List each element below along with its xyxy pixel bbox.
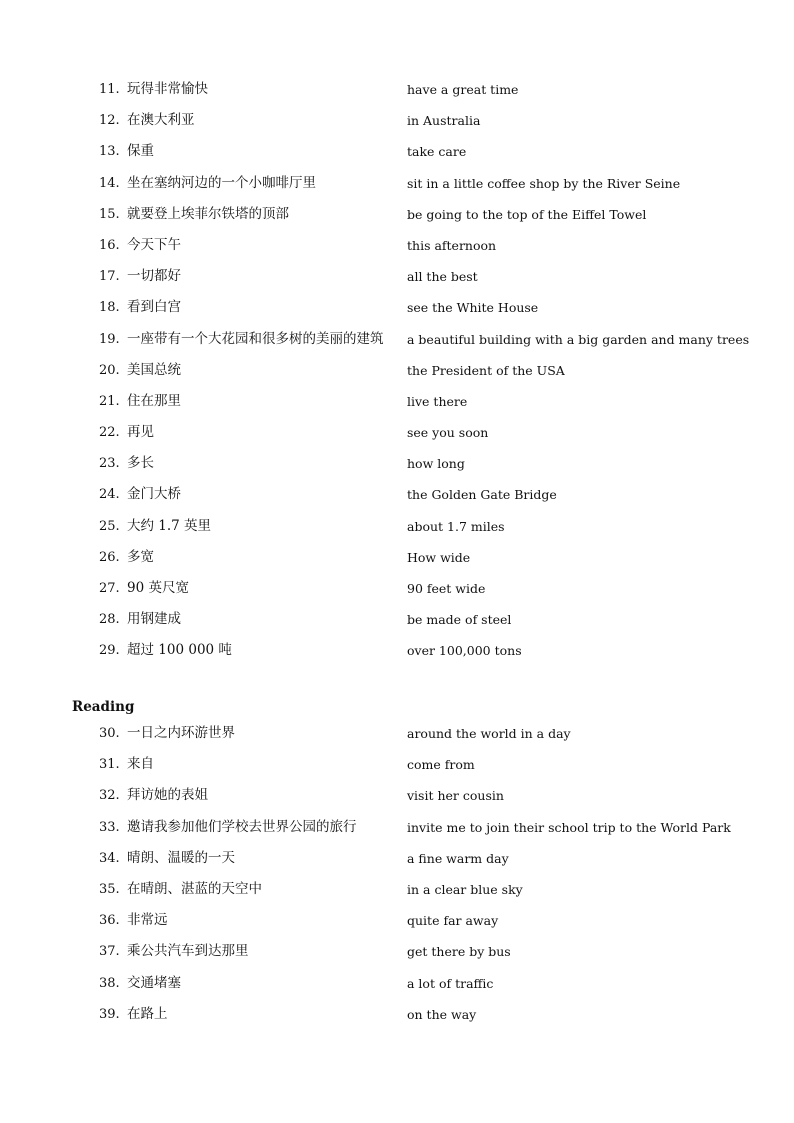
english-phrase: in Australia bbox=[407, 113, 481, 129]
vocab-row bbox=[0, 199, 794, 230]
english-phrase: How wide bbox=[407, 549, 471, 565]
vocab-row bbox=[0, 968, 794, 999]
item-number: 37. bbox=[99, 944, 120, 960]
english-phrase: on the way bbox=[407, 1006, 477, 1022]
item-number: 16. bbox=[99, 237, 120, 253]
chinese-phrase: 美国总统 bbox=[127, 361, 181, 378]
english-phrase: a beautiful building with a big garden and many trees bbox=[407, 331, 750, 347]
vocab-row bbox=[0, 635, 794, 666]
chinese-phrase: 一日之内环游世界 bbox=[127, 725, 235, 741]
item-number: 39. bbox=[99, 1006, 120, 1022]
chinese-phrase: 就要登上埃菲尔铁塔的顶部 bbox=[127, 205, 289, 222]
english-phrase: the Golden Gate Bridge bbox=[407, 487, 557, 503]
item-number: 34. bbox=[99, 850, 120, 866]
english-phrase: over 100,000 tons bbox=[407, 643, 522, 659]
chinese-phrase: 再见 bbox=[127, 424, 154, 441]
chinese-phrase: 今天下午 bbox=[127, 236, 181, 253]
chinese-phrase: 保重 bbox=[127, 143, 154, 160]
item-number: 20. bbox=[99, 362, 120, 378]
chinese-phrase: 玩得非常愉快 bbox=[127, 81, 208, 97]
item-number: 30. bbox=[99, 726, 120, 741]
vocab-row bbox=[0, 999, 794, 1030]
vocab-row bbox=[0, 230, 794, 261]
chinese-phrase: 超过 100 000 吨 bbox=[127, 642, 232, 659]
vocab-row bbox=[0, 936, 794, 967]
item-number: 15. bbox=[99, 206, 120, 222]
vocab-row bbox=[0, 542, 794, 573]
item-number: 17. bbox=[99, 269, 120, 285]
vocab-row bbox=[0, 511, 794, 542]
chinese-phrase: 非常远 bbox=[127, 912, 168, 929]
vocab-row bbox=[0, 324, 794, 355]
vocab-row bbox=[0, 749, 794, 780]
vocab-row bbox=[0, 905, 794, 936]
chinese-phrase: 在晴朗、湛蓝的天空中 bbox=[127, 880, 262, 897]
item-number: 12. bbox=[99, 113, 120, 129]
english-phrase: about 1.7 miles bbox=[407, 518, 505, 534]
item-number: 13. bbox=[99, 144, 120, 160]
chinese-phrase: 拜访她的表姐 bbox=[127, 787, 208, 804]
item-number: 33. bbox=[99, 819, 120, 835]
english-phrase: in a clear blue sky bbox=[407, 881, 523, 897]
chinese-phrase: 晴朗、温暖的一天 bbox=[127, 849, 235, 866]
chinese-phrase: 90 英尺宽 bbox=[127, 580, 189, 596]
vocab-row bbox=[0, 843, 794, 874]
english-phrase: be going to the top of the Eiffel Towel bbox=[407, 206, 647, 222]
item-number: 36. bbox=[99, 913, 120, 929]
vocab-row bbox=[0, 74, 794, 105]
chinese-phrase: 坐在塞纳河边的一个小咖啡厅里 bbox=[127, 174, 316, 191]
vocab-row bbox=[0, 417, 794, 448]
vocab-row bbox=[0, 718, 794, 749]
vocab-row bbox=[0, 355, 794, 386]
chinese-phrase: 住在那里 bbox=[127, 392, 181, 409]
item-number: 24. bbox=[99, 487, 120, 503]
item-number: 27. bbox=[99, 581, 120, 596]
item-number: 19. bbox=[99, 331, 120, 347]
chinese-phrase: 乘公共汽车到达那里 bbox=[127, 943, 249, 960]
english-phrase: live there bbox=[407, 393, 468, 409]
vocab-row bbox=[0, 168, 794, 199]
vocabulary-list bbox=[0, 74, 794, 667]
chinese-phrase: 在路上 bbox=[127, 1005, 168, 1022]
english-phrase: see you soon bbox=[407, 425, 489, 441]
english-phrase: take care bbox=[407, 144, 467, 160]
english-phrase: 90 feet wide bbox=[407, 581, 486, 596]
chinese-phrase: 邀请我参加他们学校去世界公园的旅行 bbox=[127, 818, 357, 835]
item-number: 32. bbox=[99, 788, 120, 804]
english-phrase: a fine warm day bbox=[407, 850, 509, 866]
english-phrase: be made of steel bbox=[407, 612, 512, 628]
english-phrase: how long bbox=[407, 456, 465, 472]
vocab-row bbox=[0, 812, 794, 843]
vocab-row bbox=[0, 479, 794, 510]
section-heading-reading: Reading bbox=[72, 699, 135, 715]
chinese-phrase: 一座带有一个大花园和很多树的美丽的建筑 bbox=[127, 330, 384, 347]
item-number: 21. bbox=[99, 393, 120, 409]
chinese-phrase: 来自 bbox=[127, 756, 154, 773]
item-number: 18. bbox=[99, 300, 120, 316]
chinese-phrase: 金门大桥 bbox=[127, 486, 181, 503]
vocab-row bbox=[0, 292, 794, 323]
english-phrase: get there by bus bbox=[407, 944, 511, 960]
english-phrase: visit her cousin bbox=[407, 788, 504, 804]
vocab-row bbox=[0, 448, 794, 479]
item-number: 25. bbox=[99, 518, 120, 534]
reading-vocabulary-list bbox=[0, 718, 794, 1030]
english-phrase: invite me to join their school trip to the World Park bbox=[407, 819, 731, 835]
english-phrase: all the best bbox=[407, 269, 478, 285]
english-phrase: around the world in a day bbox=[407, 726, 571, 741]
item-number: 38. bbox=[99, 975, 120, 991]
item-number: 28. bbox=[99, 612, 120, 628]
chinese-phrase: 在澳大利亚 bbox=[127, 112, 195, 129]
vocab-row bbox=[0, 136, 794, 167]
chinese-phrase: 看到白宫 bbox=[127, 299, 181, 316]
item-number: 14. bbox=[99, 175, 120, 191]
vocab-row bbox=[0, 105, 794, 136]
item-number: 35. bbox=[99, 881, 120, 897]
english-phrase: the President of the USA bbox=[407, 362, 565, 378]
chinese-phrase: 多宽 bbox=[127, 548, 154, 565]
chinese-phrase: 用钢建成 bbox=[127, 611, 181, 628]
item-number: 26. bbox=[99, 549, 120, 565]
vocab-row bbox=[0, 261, 794, 292]
vocab-row bbox=[0, 604, 794, 635]
item-number: 31. bbox=[99, 757, 120, 773]
item-number: 22. bbox=[99, 425, 120, 441]
item-number: 29. bbox=[99, 643, 120, 659]
english-phrase: quite far away bbox=[407, 913, 499, 929]
english-phrase: a lot of traffic bbox=[407, 975, 494, 991]
vocab-row bbox=[0, 874, 794, 905]
item-number: 11. bbox=[99, 82, 120, 97]
chinese-phrase: 交通堵塞 bbox=[127, 974, 181, 991]
english-phrase: come from bbox=[407, 757, 475, 773]
item-number: 23. bbox=[99, 456, 120, 472]
chinese-phrase: 大约 1.7 英里 bbox=[127, 517, 212, 534]
vocab-row bbox=[0, 780, 794, 811]
vocab-row bbox=[0, 386, 794, 417]
english-phrase: have a great time bbox=[407, 82, 519, 97]
english-phrase: this afternoon bbox=[407, 237, 497, 253]
chinese-phrase: 多长 bbox=[127, 455, 154, 472]
english-phrase: see the White House bbox=[407, 300, 539, 316]
vocab-row bbox=[0, 573, 794, 604]
english-phrase: sit in a little coffee shop by the River Seine bbox=[407, 175, 681, 191]
chinese-phrase: 一切都好 bbox=[127, 268, 181, 285]
